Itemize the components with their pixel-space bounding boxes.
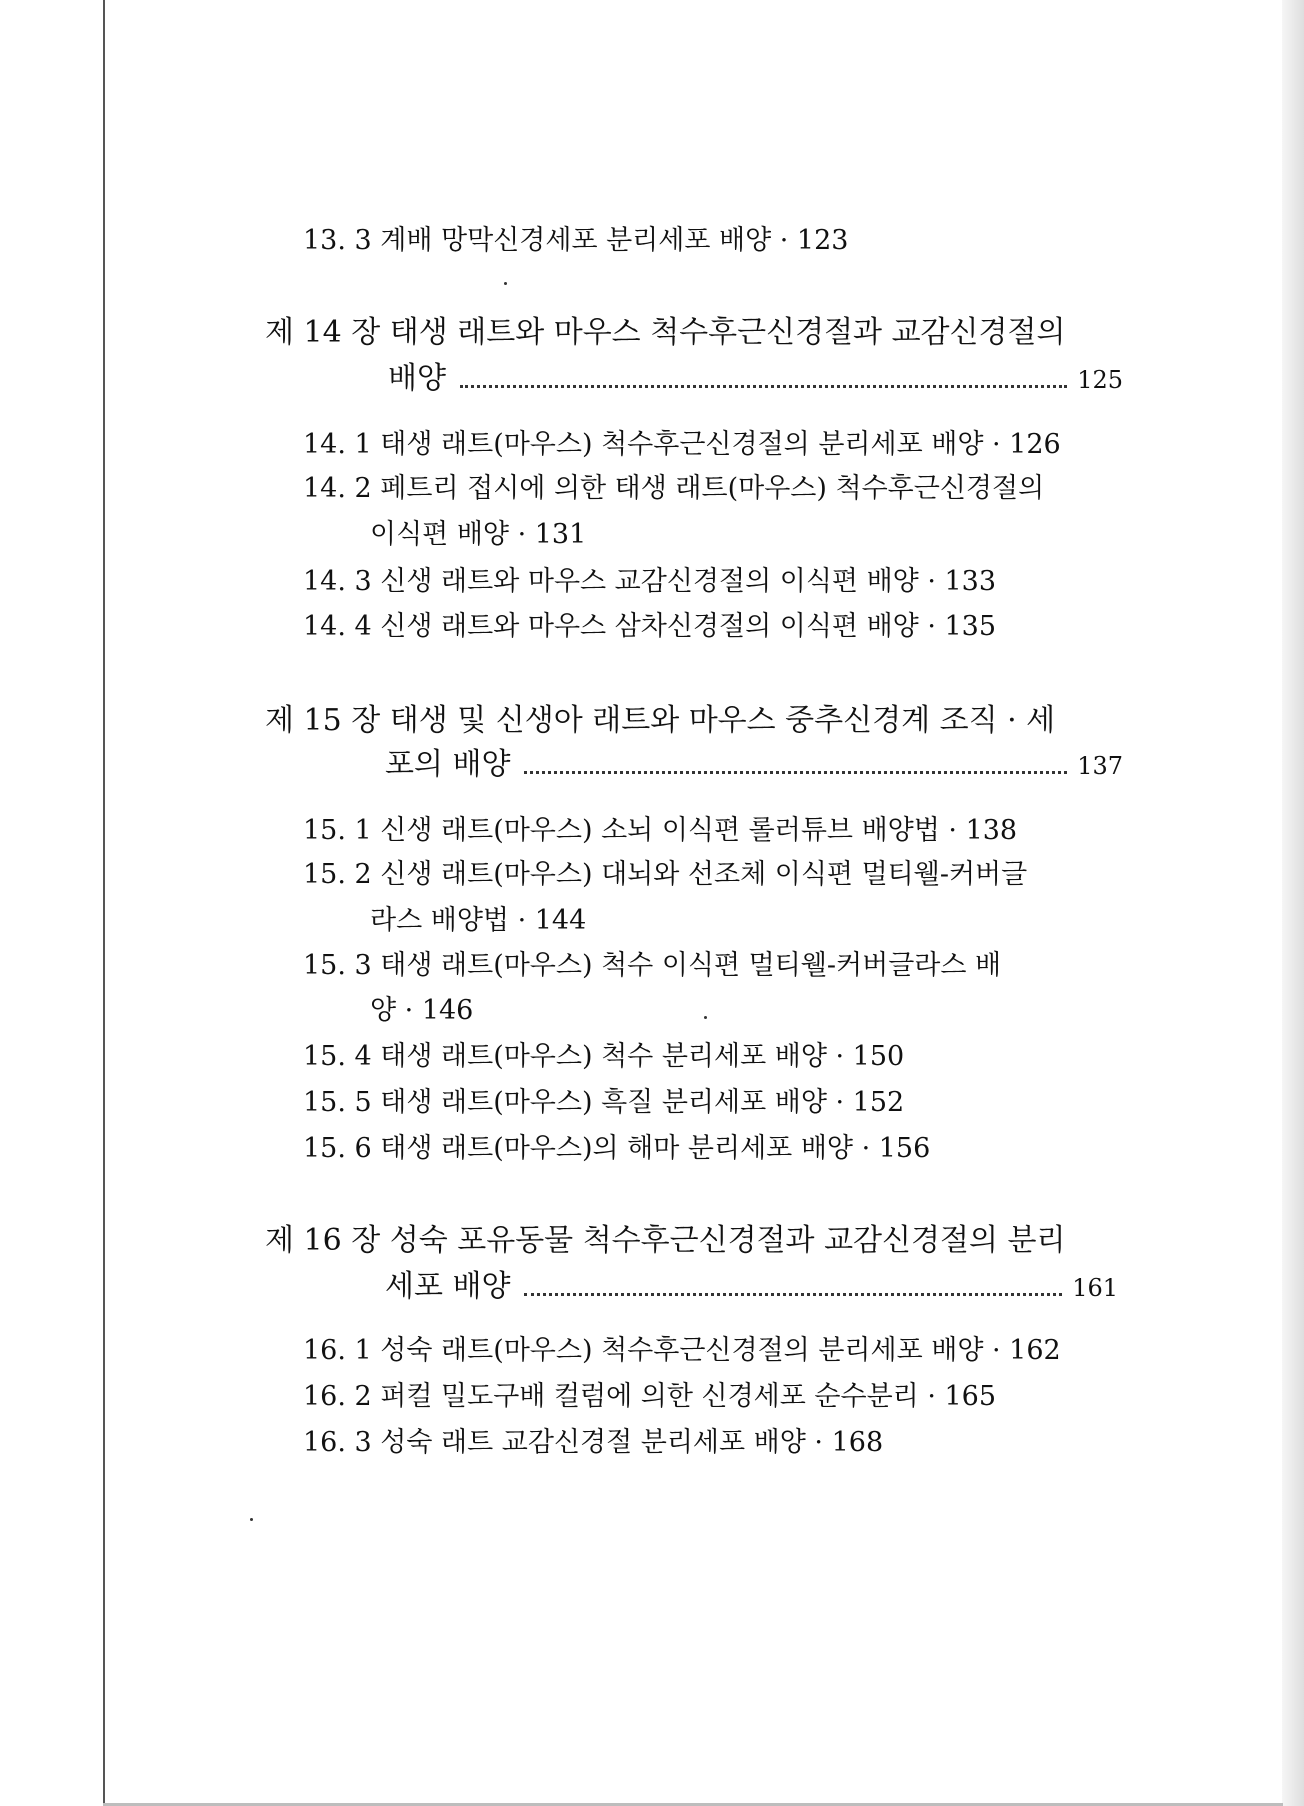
chapter-14-title: 제 14 장 태생 래트와 마우스 척수후근신경절과 교감신경절의 bbox=[265, 315, 1066, 350]
chapter-15-title: 제 15 장 태생 및 신생아 래트와 마우스 중추신경계 조직 · 세 bbox=[265, 703, 1056, 738]
toc-entry-14-2: 14. 2 페트리 접시에 의한 태생 래트(마우스) 척수후근신경절의 bbox=[303, 473, 1045, 504]
toc-entry-13-3: 13. 3 계배 망막신경세포 분리세포 배양 · 123 bbox=[303, 225, 849, 256]
toc-entry-15-3: 15. 3 태생 래트(마우스) 척수 이식편 멀티웰-커버글라스 배 bbox=[303, 950, 1002, 981]
toc-entry-14-3: 14. 3 신생 래트와 마우스 교감신경절의 이식편 배양 · 133 bbox=[303, 566, 997, 597]
toc-entry-15-4: 15. 4 태생 래트(마우스) 척수 분리세포 배양 · 150 bbox=[303, 1041, 905, 1072]
chapter-16-title-cont bbox=[385, 1268, 1118, 1307]
toc-entry-15-2: 15. 2 신생 래트(마우스) 대뇌와 선조체 이식편 멀티웰-커버글 bbox=[303, 859, 1028, 890]
toc-entry-15-1: 15. 1 신생 래트(마우스) 소뇌 이식편 롤러튜브 배양법 · 138 bbox=[303, 815, 1018, 846]
chapter-14-title-line2: 배양 bbox=[388, 361, 446, 396]
toc-entry-16-1: 16. 1 성숙 래트(마우스) 척수후근신경절의 분리세포 배양 · 162 bbox=[303, 1335, 1061, 1366]
chapter-16-title: 제 16 장 성숙 포유동물 척수후근신경절과 교감신경절의 분리 bbox=[265, 1223, 1066, 1258]
toc-entry-15-5: 15. 5 태생 래트(마우스) 흑질 분리세포 배양 · 152 bbox=[303, 1087, 905, 1118]
scan-speck bbox=[504, 282, 507, 285]
chapter-15-page: 137 bbox=[1077, 752, 1123, 780]
chapter-14-title-cont bbox=[388, 360, 1123, 399]
toc-entry-15-2-cont: 라스 배양법 · 144 bbox=[370, 905, 587, 936]
chapter-16-page: 161 bbox=[1072, 1274, 1118, 1302]
toc-entry-14-4: 14. 4 신생 래트와 마우스 삼차신경절의 이식편 배양 · 135 bbox=[303, 611, 997, 642]
page-edge-shadow bbox=[1282, 0, 1304, 1806]
toc-entry-15-6: 15. 6 태생 래트(마우스)의 해마 분리세포 배양 · 156 bbox=[303, 1133, 931, 1164]
toc-entry-15-3-cont: 양 · 146 bbox=[370, 995, 474, 1026]
chapter-16-title-line2: 세포 배양 bbox=[385, 1269, 511, 1304]
chapter-15-title-cont bbox=[385, 746, 1123, 785]
chapter-14-page: 125 bbox=[1077, 366, 1123, 394]
toc-entry-16-2: 16. 2 퍼컬 밀도구배 컬럼에 의한 신경세포 순수분리 · 165 bbox=[303, 1381, 997, 1412]
toc-entry-16-3: 16. 3 성숙 래트 교감신경절 분리세포 배양 · 168 bbox=[303, 1427, 884, 1458]
scan-speck bbox=[250, 1518, 253, 1521]
dot-leader bbox=[524, 1293, 1062, 1296]
dot-leader bbox=[460, 385, 1067, 388]
chapter-15-title-line2: 포의 배양 bbox=[385, 747, 511, 782]
toc-entry-14-1: 14. 1 태생 래트(마우스) 척수후근신경절의 분리세포 배양 · 126 bbox=[303, 429, 1061, 460]
scan-speck bbox=[704, 1016, 707, 1019]
dot-leader bbox=[524, 771, 1067, 774]
book-page bbox=[103, 0, 1283, 1806]
toc-entry-14-2-cont: 이식편 배양 · 131 bbox=[370, 519, 587, 550]
